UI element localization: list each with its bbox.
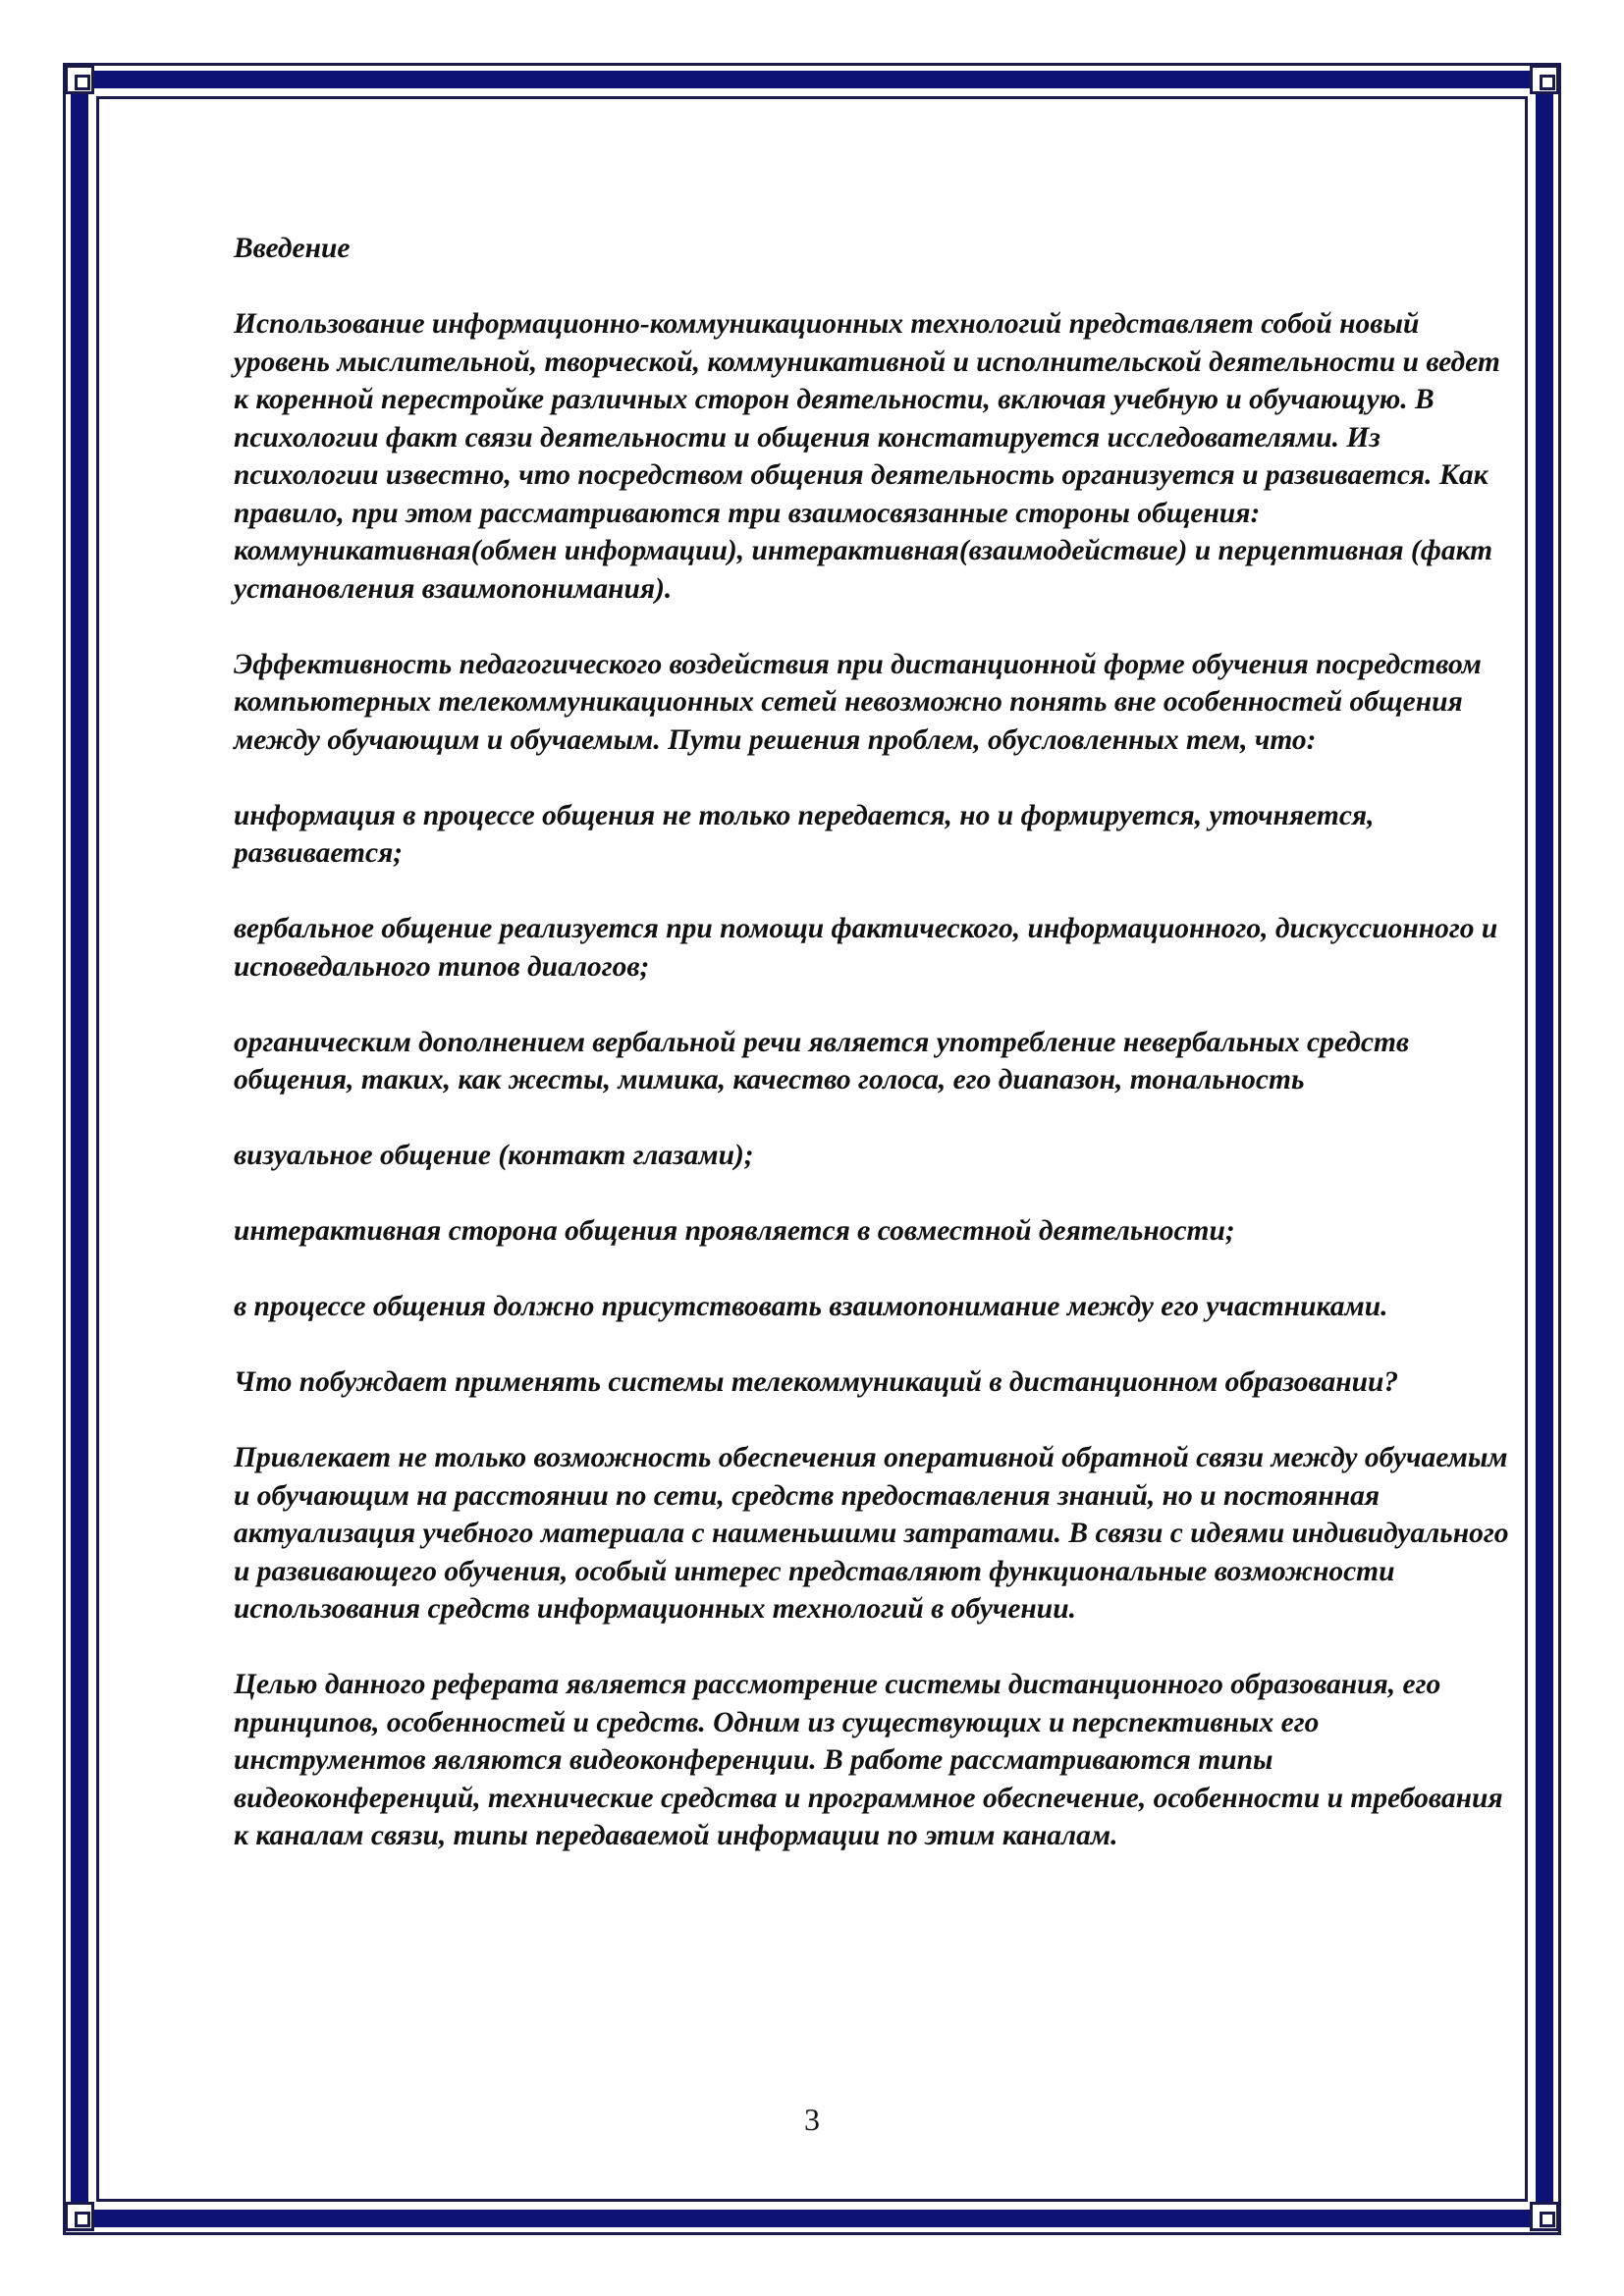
paragraph-goal: Целью данного реферата является рассмотрение системы дистанционного образования, его принципов, особенностей и средств. Одним из существующих и перспективных его инструментов являются видеоконференции. В работе рассматриваются типы видеоконференций, технические средства и программное обеспечение, особенности и требования к каналам связи, типы передаваемой информации по этим каналам. [234, 1669, 1503, 1851]
paragraph-intro: Использование информационно-коммуникационных технологий представляет собой новый уровень мыслительной, творческой, коммуникативной и исполнительской деятельности и ведет к коренной перестройке различных сторон деятельности, включая учебную и обучающую. В психологии факт связи деятельности и общения констатируется исследователями. Из психологии известно, что посредством общения деятельность организуется и развивается. Как правило, при этом рассматриваются три взаимосвязанные стороны общения: коммуникативная(обмен информации), интерактивная(взаимодействие) и перцептивная (факт установления взаимопонимания). [234, 308, 1500, 605]
border-corner-bottom-right [1530, 2202, 1559, 2231]
list-item: в процессе общения должно присутствовать взаимопонимание между его участниками. [234, 1291, 1388, 1322]
list-item: визуальное общение (контакт глазами); [234, 1140, 754, 1171]
list-item: органическим дополнением вербальной речи является употребление невербальных средств общения, таких, как жесты, мимика, качество голоса, его диапазон, тональность [234, 1026, 1410, 1095]
page-number: 3 [804, 2102, 820, 2137]
paragraph-question: Что побуждает применять системы телекоммуникаций в дистанционном образовании? [234, 1366, 1399, 1398]
border-corner-top-right [1530, 65, 1559, 94]
list-item: интерактивная сторона общения проявляется в совместной деятельности; [234, 1215, 1235, 1247]
list-item: информация в процессе общения не только передается, но и формируется, уточняется, развивается; [234, 799, 1375, 869]
border-corner-bottom-left [65, 2202, 94, 2231]
border-corner-top-left [65, 65, 94, 94]
list-item: вербальное общение реализуется при помощи фактического, информационного, дискуссионного и исповедального типов диалогов; [234, 913, 1498, 983]
document-body [234, 230, 1510, 1893]
paragraph-effectiveness: Эффективность педагогического воздействия при дистанционной форме обучения посредством компьютерных телекоммуникационных сетей невозможно понять вне особенностей общения между обучающим и обучаемым. Пути решения проблем, обусловленных тем, что: [234, 648, 1482, 756]
section-heading: Введение [234, 233, 351, 264]
paragraph-attraction: Привлекает не только возможность обеспечения оперативной обратной связи между обучаемым и обучающим на расстоянии по сети, средств предоставления знаний, но и постоянная актуализация учебного материала с наименьшими затратами. В связи с идеями индивидуального и развивающего обучения, особый интерес представляют функциональные возможности использования средств информационных технологий в обучении. [234, 1442, 1509, 1625]
